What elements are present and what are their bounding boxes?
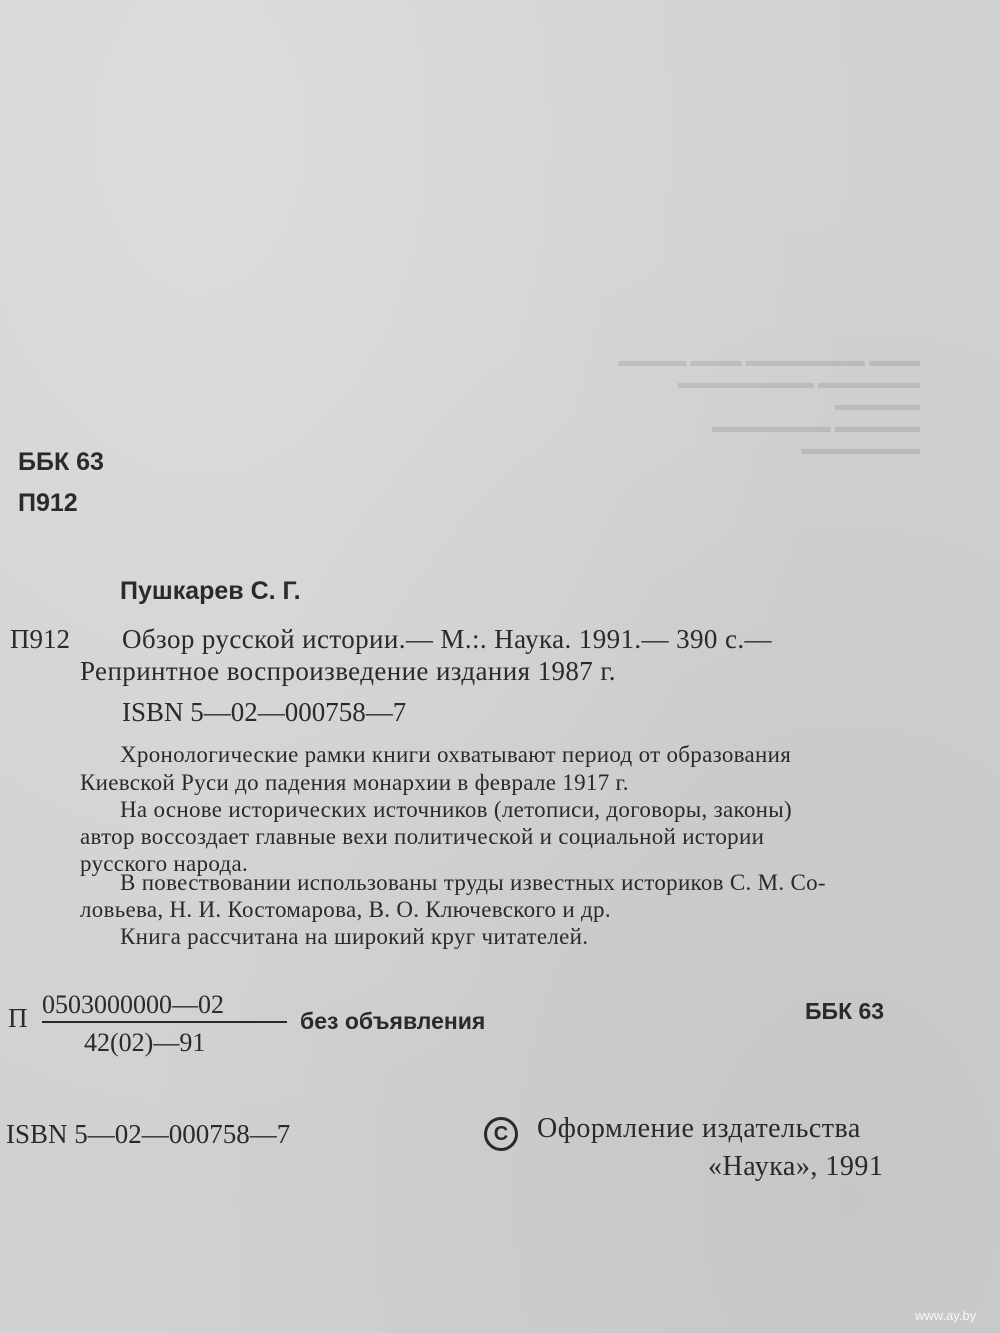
publishing-code-numerator: 0503000000—02 — [42, 990, 224, 1019]
annotation-line: ловьева, Н. И. Костомарова, В. О. Ключевского и др. — [80, 897, 611, 922]
bibliographic-title-line: Обзор русской истории.— М.:. Наука. 1991.— 390 с.— — [122, 624, 772, 654]
copyright-icon — [484, 1117, 518, 1151]
annotation-line: русского народа. — [80, 851, 249, 876]
watermark: www.ay.by — [915, 1308, 977, 1323]
publishing-code-letter: П — [8, 1003, 28, 1033]
copyright-symbol-letter: C — [493, 1123, 509, 1145]
author-cipher-top: П912 — [18, 489, 78, 517]
bleed-through-text: ▬▬▬ ▬▬▬▬▬▬▬ ▬▬▬ ▬▬▬▬ ▬▬▬▬▬▬ ▬▬▬▬▬▬▬▬ ▬▬▬▬▬ ▬▬▬▬▬ ▬▬▬▬▬▬▬ ▬▬▬▬▬▬▬ — [618, 351, 920, 458]
annotation-line: На основе исторических источников (летописи, договоры, законы) — [120, 797, 792, 822]
annotation-line: Хронологические рамки книги охватывают период от образования — [120, 742, 792, 767]
reprint-note-line: Репринтное воспроизведение издания 1987 г. — [80, 656, 616, 686]
annotation-line: В повествовании использованы труды известных историков С. М. Со- — [120, 870, 826, 895]
no-announcement-label: без объявления — [300, 1008, 486, 1034]
publishing-code-denominator: 42(02)—91 — [84, 1028, 206, 1057]
copyright-text-line2: «Наука», 1991 — [708, 1151, 884, 1182]
copyright-text-line1: Оформление издательства — [537, 1113, 861, 1144]
bbk-index-bottom: ББК 63 — [805, 998, 885, 1024]
annotation-line: Киевской Руси до падения монархии в феврале 1917 г. — [80, 770, 629, 795]
fraction-bar — [42, 1021, 287, 1023]
isbn-footer: ISBN 5—02—000758—7 — [6, 1119, 291, 1149]
annotation-line: автор воссоздает главные вехи политической и социальной истории — [80, 824, 765, 849]
bbk-index-top: ББК 63 — [18, 448, 104, 476]
author-cipher: П912 — [10, 624, 70, 654]
isbn-entry: ISBN 5—02—000758—7 — [122, 697, 407, 727]
author-name: Пушкарев С. Г. — [120, 577, 301, 605]
annotation-line: Книга рассчитана на широкий круг читателей. — [120, 924, 589, 949]
